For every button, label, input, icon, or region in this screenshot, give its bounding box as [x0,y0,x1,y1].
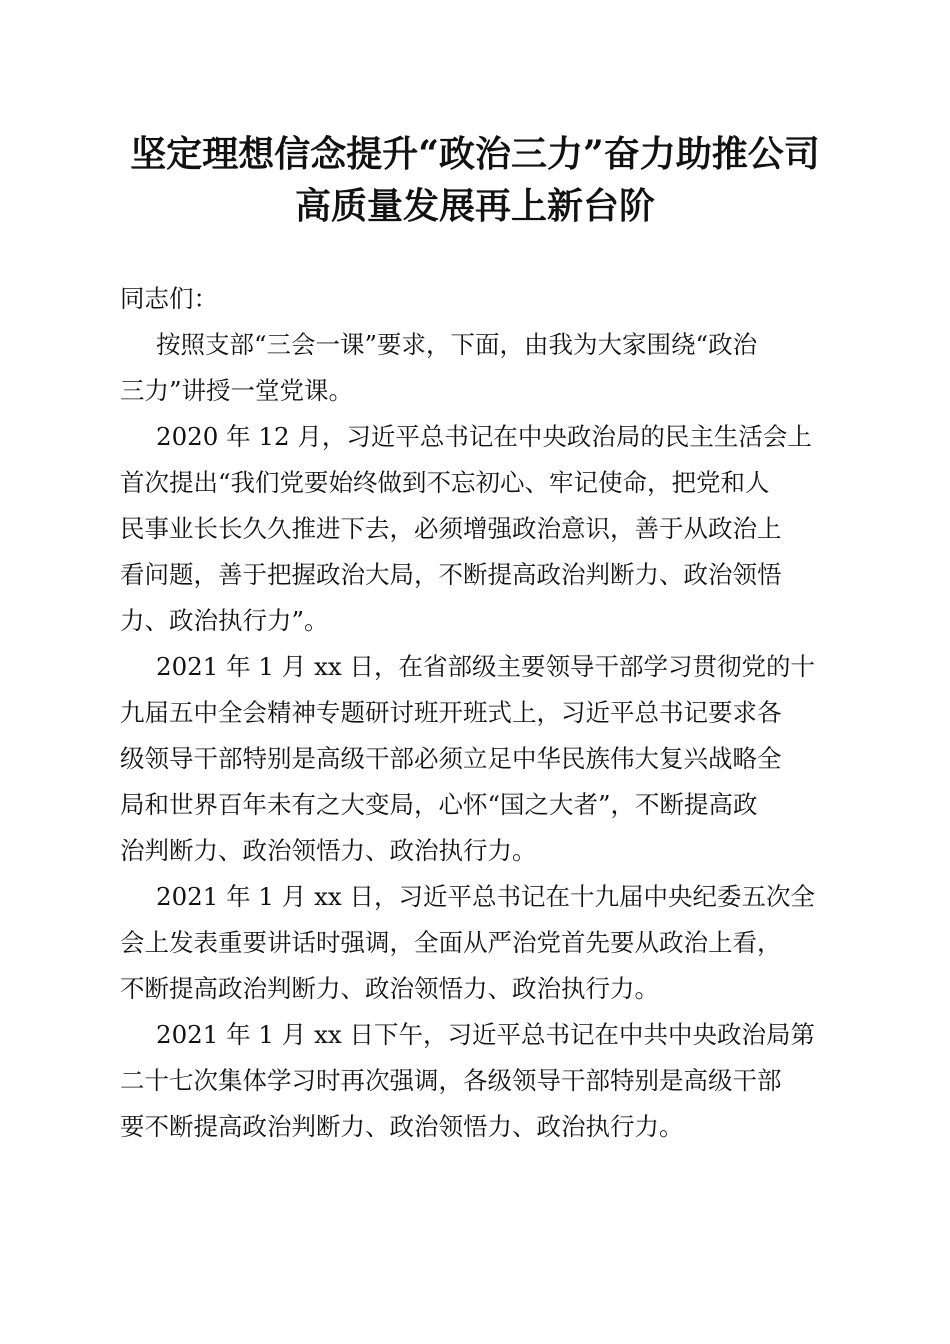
paragraph-line: 二十七次集体学习时再次强调，各级领导干部特别是高级干部 [120,1066,782,1095]
title-line: 高质量发展再上新台阶 [294,185,655,227]
document-title [100,128,850,232]
paragraph-line: 级领导干部特别是高级干部必须立足中华民族伟大复兴战略全 [120,744,782,773]
title-line: 坚定理想信念提升“政治三力”奋力助推公司 [130,133,820,175]
paragraph-line: 三力”讲授一堂党课。 [120,376,354,405]
paragraph-line: 2020 年 12 月，习近平总书记在中央政治局的民主生活会上 [156,422,812,451]
salutation: 同志们： [120,284,218,313]
paragraph-line: 2021 年 1 月 xx 日，在省部级主要领导干部学习贯彻党的十 [156,652,816,681]
paragraph-line: 力、政治执行力”。 [120,606,329,635]
paragraph-line: 2021 年 1 月 xx 日下午，习近平总书记在中共中央政治局第 [156,1020,816,1049]
paragraph-line: 看问题，善于把握政治大局，不断提高政治判断力、政治领悟 [120,560,782,589]
paragraph-line: 首次提出“我们党要始终做到不忘初心、牢记使命，把党和人 [120,468,770,497]
paragraph-line: 要不断提高政治判断力、政治领悟力、政治执行力。 [120,1112,684,1141]
paragraph-line: 2021 年 1 月 xx 日，习近平总书记在十九届中央纪委五次全 [156,882,816,911]
paragraph-line: 按照支部“三会一课”要求，下面，由我为大家围绕“政治 [156,330,758,359]
paragraph-line: 治判断力、政治领悟力、政治执行力。 [120,836,537,865]
paragraph-line: 局和世界百年未有之大变局，心怀“国之大者”，不断提高政 [120,790,758,819]
paragraph-line: 不断提高政治判断力、政治领悟力、政治执行力。 [120,974,659,1003]
paragraph-line: 会上发表重要讲话时强调，全面从严治党首先要从政治上看， [120,928,782,957]
paragraph-line: 民事业长长久久推进下去，必须增强政治意识，善于从政治上 [120,514,782,543]
document-body [120,276,832,1150]
paragraph-line: 九届五中全会精神专题研讨班开班式上，习近平总书记要求各 [120,698,782,727]
